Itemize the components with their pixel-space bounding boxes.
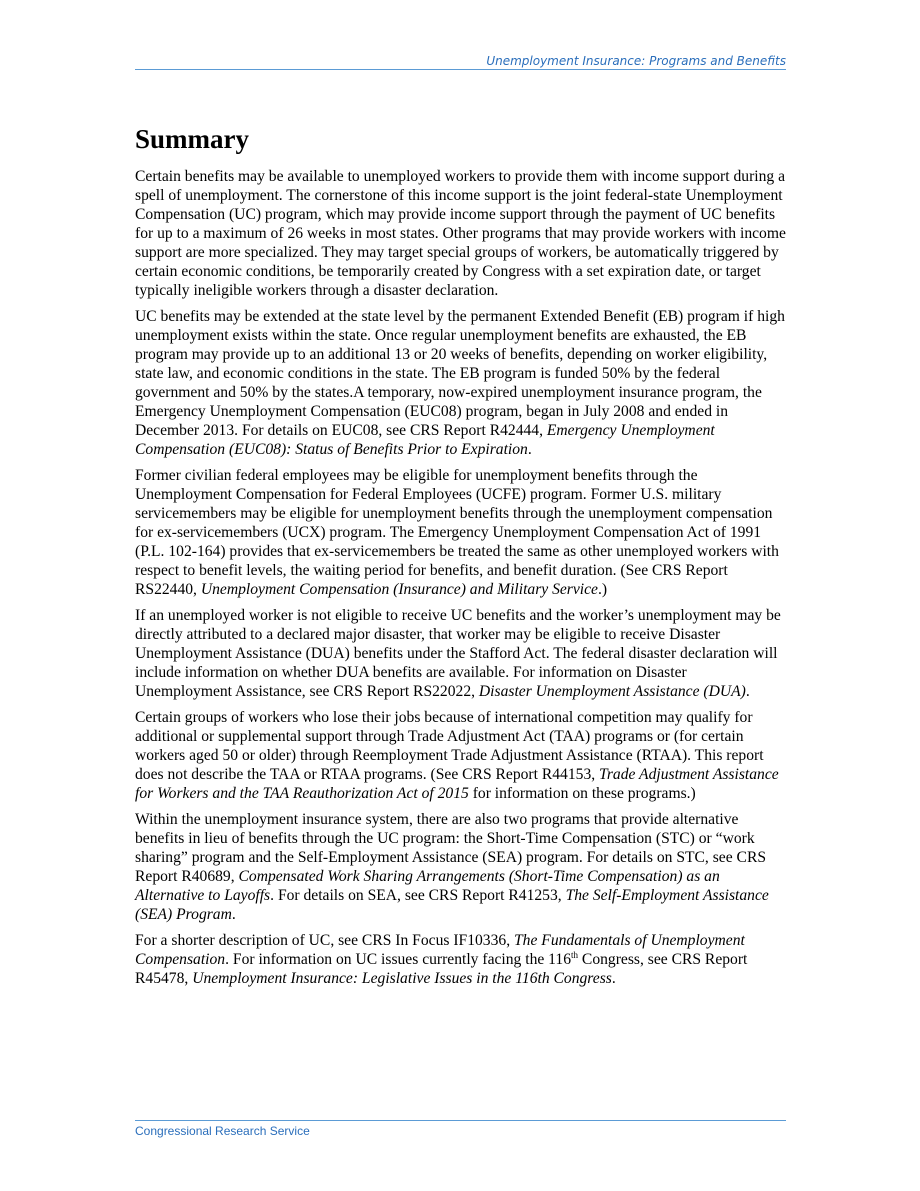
report-citation: The Self-Employment Assistance (SEA) Program [135, 887, 769, 923]
paragraph-1 [135, 167, 787, 300]
report-citation: Emergency Unemployment Compensation (EUC08): Status of Benefits Prior to Expiration [135, 422, 715, 458]
paragraph-text: If an unemployed worker is not eligible to receive UC benefits and the worker’s unemployment may be directly attributed to a declared major disaster, that worker may be eligible to receive Disaster Unemployment Assistance (DUA) benefits under the Stafford Act. The federal disaster declaration will include information on whether DUA benefits are available. For information on Disaster Unemployment Assistance, see CRS Report RS22022, [135, 607, 781, 700]
report-citation: Unemployment Insurance: Legislative Issues in the 116th Congress [192, 970, 612, 987]
header-rule [135, 69, 786, 70]
paragraph-text: . [527, 441, 532, 458]
paragraph-6 [135, 810, 787, 924]
report-citation: Compensated Work Sharing Arrangements (Short-Time Compensation) as an Alternative to Layoffs [135, 868, 720, 904]
paragraph-text: . [745, 683, 750, 700]
paragraph-2 [135, 307, 787, 459]
paragraph-text: . For details on SEA, see CRS Report R41253, [270, 887, 566, 904]
paragraph-4 [135, 606, 787, 701]
paragraph-text: Certain groups of workers who lose their jobs because of international competition may qualify for additional or supplemental support through Trade Adjustment Act (TAA) programs or (for certain workers aged 50 or older) through Reemployment Trade Adjustment Assistance (RTAA). This report does not describe the TAA or RTAA programs. (See CRS Report R44153, [135, 709, 764, 783]
paragraph-text: for information on these programs.) [468, 785, 696, 802]
footer-label: Congressional Research Service [135, 1124, 310, 1138]
paragraph-5 [135, 708, 787, 803]
paragraph-text: .) [597, 581, 608, 598]
report-citation: Disaster Unemployment Assistance (DUA) [478, 683, 746, 700]
paragraph-text: Certain benefits may be available to unemployed workers to provide them with income support during a spell of unemployment. The cornerstone of this income support is the joint federal-state Unemployment Compensation (UC) program, which may provide income support through the payment of UC benefits for up to a maximum of 26 weeks in most states. Other programs that may provide workers with income support are more specialized. They may target special groups of workers, be automatically triggered by certain economic conditions, be temporarily created by Congress with a set expiration date, or target typically ineligible workers through a disaster declaration. [135, 168, 786, 299]
section-title: Summary [135, 124, 249, 154]
paragraph-text: Congress, see CRS Report R45478, [135, 951, 748, 987]
report-citation: Unemployment Compensation (Insurance) and Military Service [200, 581, 598, 598]
paragraph-text: Former civilian federal employees may be eligible for unemployment benefits through the Unemployment Compensation for Federal Employees (UCFE) program. Former U.S. military servicemembers may be eligible for unemployment benefits through the unemployment compensation for ex-servicemembers (UCX) program. The Emergency Unemployment Compensation Act of 1991 (P.L. 102-164) provides that ex-servicemembers be treated the same as other unemployed workers with respect to benefit levels, the waiting period for benefits, and benefit duration. (See CRS Report RS22440, [135, 467, 779, 598]
summary-body [135, 167, 787, 995]
ordinal-superscript: th [571, 949, 579, 960]
paragraph-text: . [611, 970, 616, 987]
report-citation: Trade Adjustment Assistance for Workers and the TAA Reauthorization Act of 2015 [135, 766, 779, 802]
running-header: Unemployment Insurance: Programs and Benefits [486, 54, 786, 68]
paragraph-7 [135, 931, 787, 988]
paragraph-text: . [231, 906, 236, 923]
footer-rule [135, 1120, 786, 1121]
paragraph-text: . For information on UC issues currently facing the 116 [225, 951, 571, 968]
paragraph-3 [135, 466, 787, 599]
paragraph-text: Within the unemployment insurance system, there are also two programs that provide alternative benefits in lieu of benefits through the UC program: the Short-Time Compensation (STC) or “work sharing” program and the Self-Employment Assistance (SEA) program. For details on STC, see CRS Report R40689, [135, 811, 767, 885]
paragraph-text: UC benefits may be extended at the state level by the permanent Extended Benefit (EB) program if high unemployment exists within the state. Once regular unemployment benefits are exhausted, the EB program may provide up to an additional 13 or 20 weeks of benefits, depending on worker eligibility, state law, and economic conditions in the state. The EB program is funded 50% by the federal government and 50% by the states.A temporary, now-expired unemployment insurance program, the Emergency Unemployment Compensation (EUC08) program, began in July 2008 and ended in December 2013. For details on EUC08, see CRS Report R42444, [135, 308, 785, 439]
paragraph-text: For a shorter description of UC, see CRS In Focus IF10336, [135, 932, 514, 949]
report-citation: The Fundamentals of Unemployment Compensation [135, 932, 745, 968]
